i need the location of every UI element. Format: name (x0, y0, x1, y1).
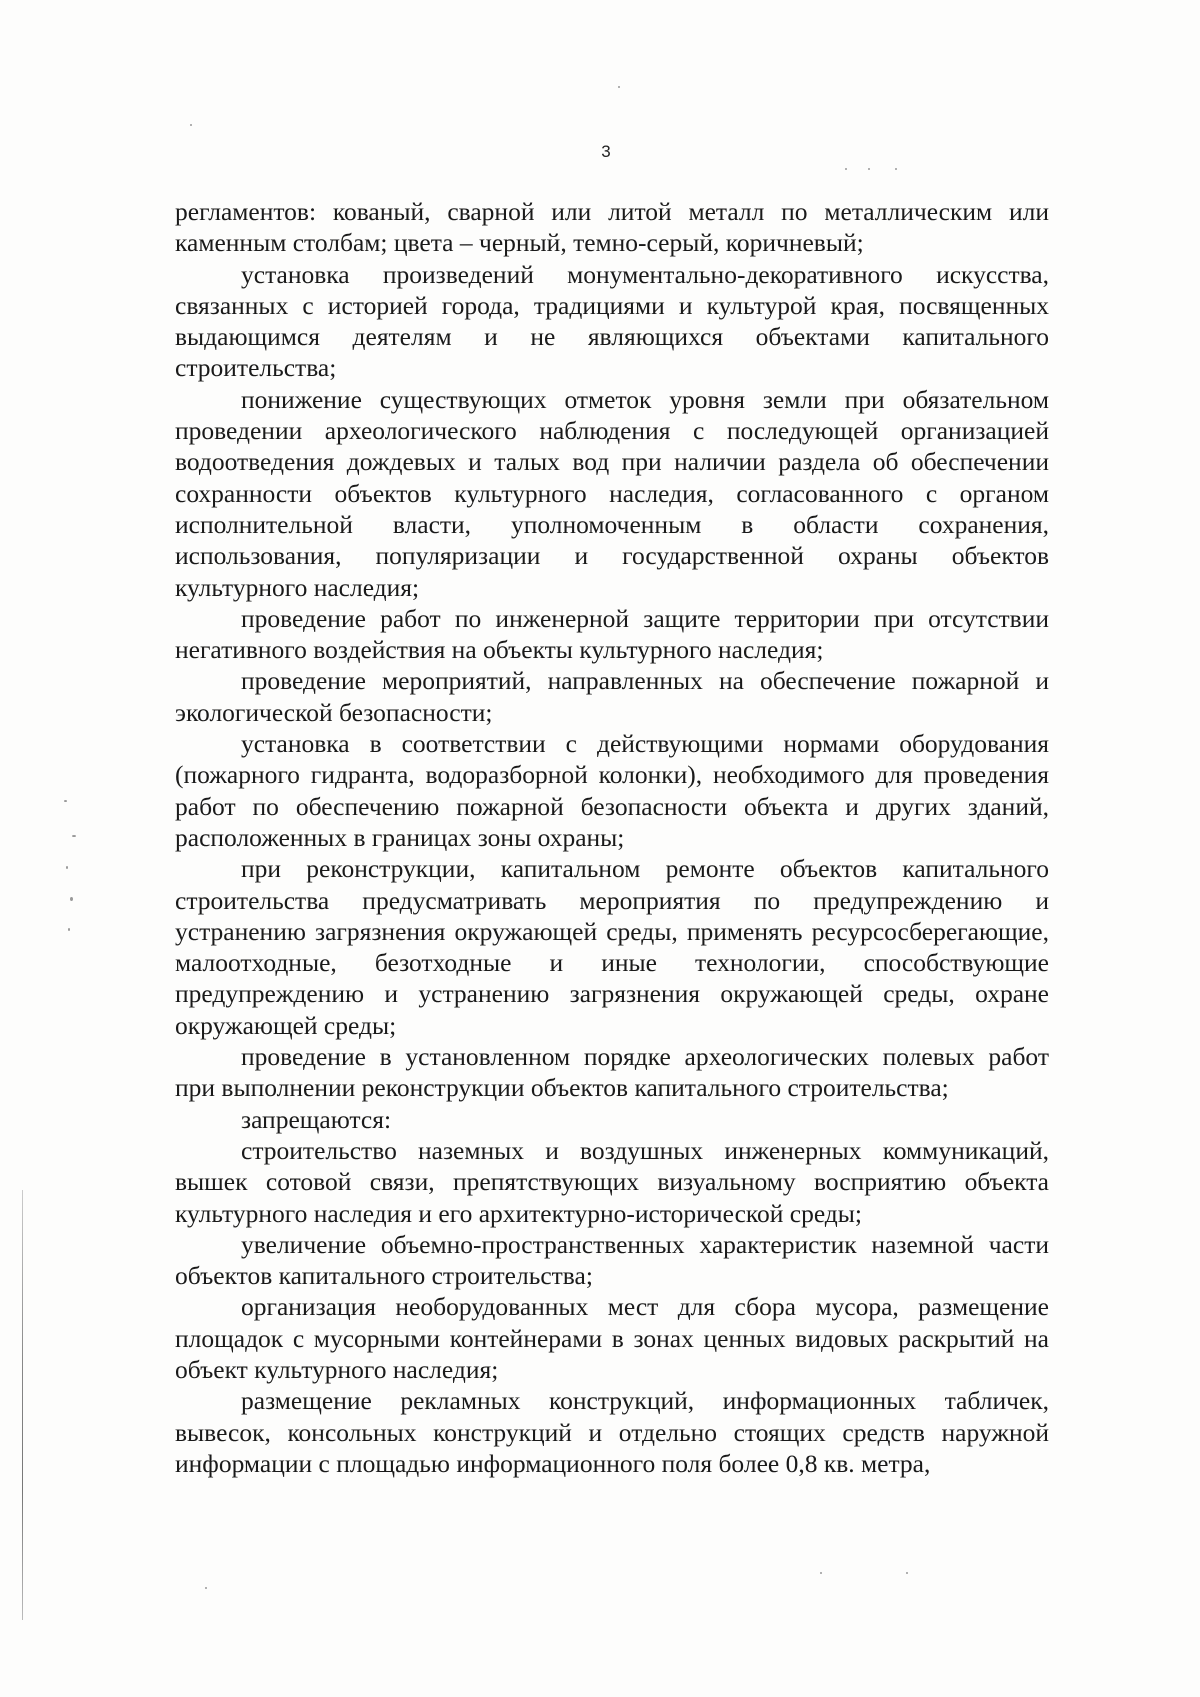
scan-speck (906, 1572, 908, 1574)
paragraph: установка произведений монументально-декоративного искусства, связанных с историей города, традициями и культурой края, посвященных выдающимся деятелям и не являющихся объектами капитального строительства; (175, 259, 1049, 383)
scan-speck (68, 928, 70, 931)
paragraph: понижение существующих отметок уровня земли при обязательном проведении археологического наблюдения с последующей организацией водоотведения дождевых и талых вод при наличии раздела об обеспечении сохранности объектов культурного наследия, согласованного с органом исполнительной власти, уполномоченным в области сохранения, использования, популяризации и государственной охраны объектов культурного наследия; (175, 384, 1049, 602)
paragraph: проведение мероприятий, направленных на обеспечение пожарной и экологической безопасности; (175, 666, 1049, 727)
scan-speck (618, 86, 620, 88)
paragraph: проведение в установленном порядке археологических полевых работ при выполнении реконструкции объектов капитального строительства; (175, 1042, 1049, 1103)
paragraph: организация необорудованных мест для сбора мусора, размещение площадок с мусорными контейнерами в зонах ценных видовых раскрытий на объект культурного наследия; (175, 1292, 1049, 1384)
paragraph: при реконструкции, капитальном ремонте объектов капитального строительства предусматривать мероприятия по предупреждению и устранению загрязнения окружающей среды, применять ресурсосберегающие, малоотходные, безотходные и иные технологии, способствующие предупреждению и устранению загрязнения окружающей среды, охране окружающей среды; (175, 854, 1049, 1040)
paragraph: регламентов: кованый, сварной или литой металл по металлическим или каменным столбам; цвета – черный, темно-серый, коричневый; (175, 197, 1049, 258)
scan-edge-line (22, 1190, 23, 1620)
scan-speck (868, 168, 870, 170)
scan-speck (70, 897, 73, 901)
scan-speck (64, 800, 67, 802)
scan-speck (205, 1587, 207, 1589)
paragraph: размещение рекламных конструкций, информационных табличек, вывесок, консольных конструкций и отдельно стоящих средств наружной информации с площадью информационного поля более 0,8 кв. метра, (175, 1386, 1049, 1478)
document-body (175, 196, 1049, 1479)
paragraph: установка в соответствии с действующими нормами оборудования (пожарного гидранта, водоразборной колонки), необходимого для проведения работ по обеспечению пожарной безопасности объекта и других зданий, расположенных в границах зоны охраны; (175, 729, 1049, 852)
paragraph-heading-prohibited: запрещаются: (241, 1104, 392, 1134)
scan-speck (190, 124, 192, 126)
page-number: 3 (601, 142, 611, 161)
scan-speck (895, 168, 897, 170)
paragraph: проведение работ по инженерной защите территории при отсутствии негативного воздействия на объекты культурного наследия; (175, 603, 1049, 665)
paragraph: строительство наземных и воздушных инженерных коммуникаций, вышек сотовой связи, препятствующих визуальному восприятию объекта культурного наследия и его архитектурно-исторической среды; (175, 1135, 1049, 1228)
paragraph: увеличение объемно-пространственных характеристик наземной части объектов капитального строительства; (175, 1229, 1049, 1291)
scan-speck (66, 866, 68, 869)
scan-speck (845, 168, 847, 170)
scan-speck (820, 1572, 822, 1574)
scan-speck (72, 835, 76, 837)
